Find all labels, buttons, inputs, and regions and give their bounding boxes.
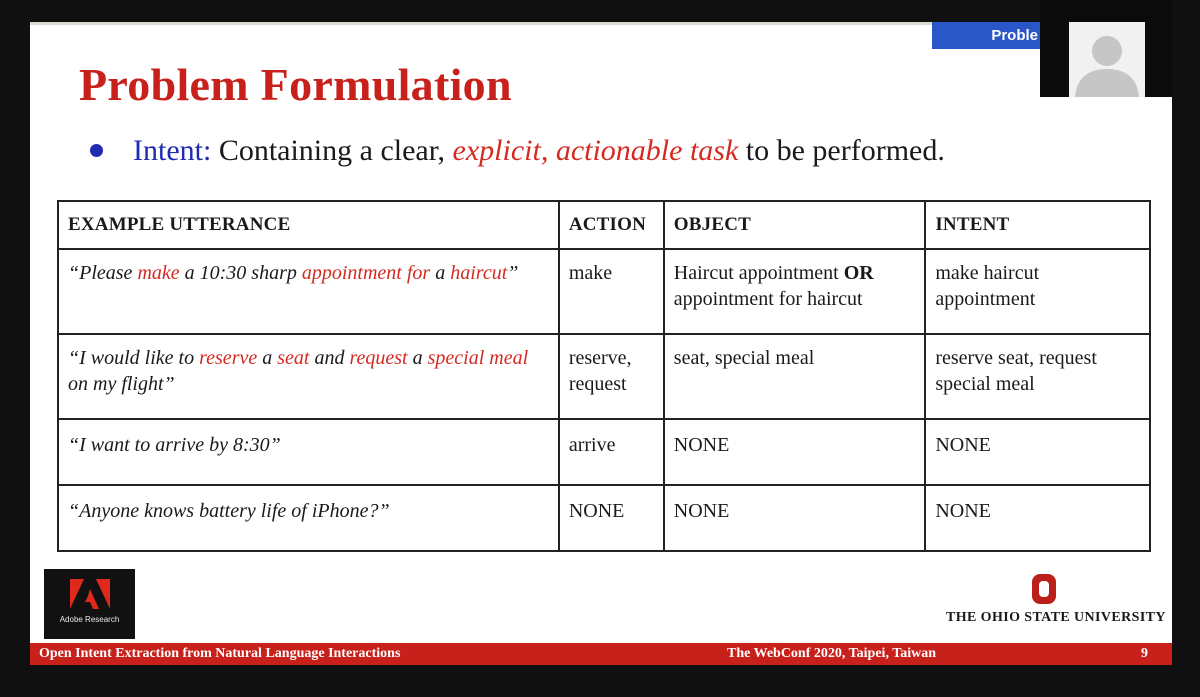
table-row: [58, 249, 1150, 334]
action-cell: arrive: [559, 419, 664, 485]
object-cell: seat, special meal: [664, 334, 926, 419]
block-o-logo-icon: [1030, 572, 1058, 606]
intent-examples-table: [57, 200, 1151, 552]
intent-cell: make haircut appointment: [925, 249, 1150, 334]
object-cell: Haircut appointment OR appointment for haircut: [664, 249, 926, 334]
utterance-cell: “Anyone knows battery life of iPhone?”: [58, 485, 559, 551]
adobe-logo-icon: [70, 579, 110, 609]
bullet-dot-icon: [90, 144, 103, 157]
action-cell: NONE: [559, 485, 664, 551]
table-row: [58, 485, 1150, 551]
table-row: [58, 419, 1150, 485]
adobe-research-logo: [44, 569, 135, 639]
header-intent: INTENT: [925, 201, 1150, 249]
intent-bullet: [90, 134, 945, 168]
bullet-label: Intent:: [133, 134, 212, 167]
action-cell: make: [559, 249, 664, 334]
footer-paper-title: Open Intent Extraction from Natural Language Interactions: [39, 646, 401, 661]
bullet-text-after: to be performed.: [738, 134, 945, 167]
presentation-slide: [30, 22, 1172, 665]
object-cell: NONE: [664, 485, 926, 551]
slide-footer: [30, 643, 1172, 665]
action-cell: reserve, request: [559, 334, 664, 419]
screen-share-tab[interactable]: Proble: [932, 22, 1040, 49]
intent-cell: NONE: [925, 419, 1150, 485]
slide-title: Problem Formulation: [79, 59, 512, 110]
participant-video-thumbnail[interactable]: [1040, 0, 1172, 97]
utterance-cell: “I want to arrive by 8:30”: [58, 419, 559, 485]
header-action: ACTION: [559, 201, 664, 249]
intent-cell: NONE: [925, 485, 1150, 551]
table-row: [58, 334, 1150, 419]
footer-venue: The WebConf 2020, Taipei, Taiwan: [727, 646, 937, 661]
user-avatar-icon: [1069, 22, 1145, 97]
bullet-emphasis: explicit, actionable task: [452, 134, 739, 167]
header-utterance: EXAMPLE UTTERANCE: [58, 201, 559, 249]
object-cell: NONE: [664, 419, 926, 485]
footer-page-number: 9: [1141, 646, 1148, 661]
intent-cell: reserve seat, request special meal: [925, 334, 1150, 419]
osu-wordmark: THE OHIO STATE UNIVERSITY: [946, 610, 1166, 625]
utterance-cell: “I would like to reserve a seat and request a special meal on my flight”: [58, 334, 559, 419]
utterance-cell: “Please make a 10:30 sharp appointment for a haircut”: [58, 249, 559, 334]
bullet-text-before: Containing a clear,: [211, 134, 453, 167]
table-header-row: [58, 201, 1150, 249]
adobe-logo-text: Adobe Research: [59, 615, 120, 624]
header-object: OBJECT: [664, 201, 926, 249]
video-placeholder: [1069, 22, 1145, 97]
